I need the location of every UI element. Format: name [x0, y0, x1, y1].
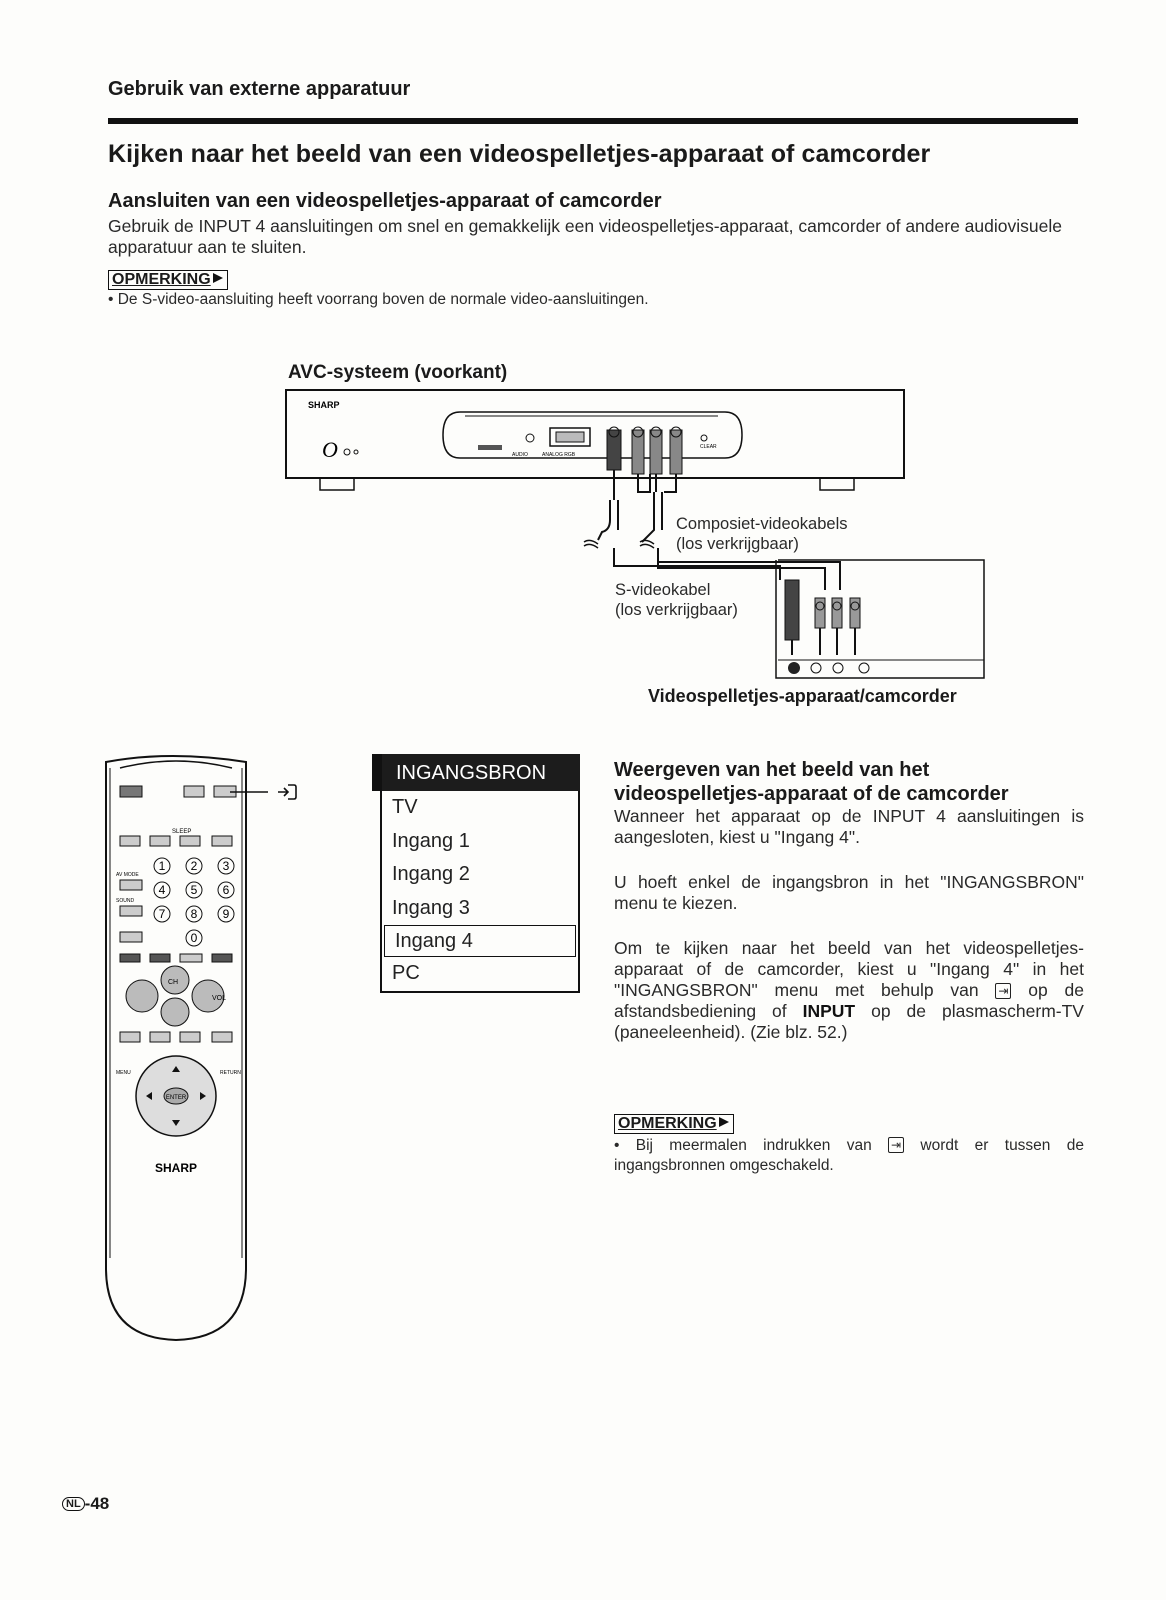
- svg-text:9: 9: [222, 907, 230, 921]
- connect-intro: Gebruik de INPUT 4 aansluitingen om snel en gemakkelijk een videospelletjes-apparaat, camcorder of andere audiovisuele apparatuur aan te sluiten.: [108, 216, 1062, 257]
- svg-text:ENTER: ENTER: [165, 1095, 187, 1101]
- foot-left: [320, 478, 354, 490]
- menu-label: MENU: [116, 1070, 131, 1076]
- language-badge: NL: [62, 1497, 85, 1511]
- connection-diagram: [280, 380, 1000, 690]
- power-indicator-icon: O: [322, 437, 338, 462]
- remote-brand: SHARP: [154, 1161, 198, 1175]
- note-label: [108, 270, 228, 290]
- menu-item-ingang-2[interactable]: Ingang 2: [392, 863, 470, 885]
- svg-text:5: 5: [190, 883, 198, 897]
- page-title: Kijken naar het beeld van een videospelletjes-apparaat of camcorder: [108, 140, 931, 168]
- menu-item-tv[interactable]: TV: [392, 796, 418, 818]
- svg-text:7: 7: [158, 907, 166, 921]
- p3-input-bold: INPUT: [802, 1001, 856, 1021]
- svg-text:0: 0: [190, 931, 198, 945]
- composite-cable-label: [676, 514, 848, 554]
- input-icon: ⇥: [888, 1137, 904, 1153]
- composite-cable-label-line1: Composiet-videokabels: [676, 515, 848, 533]
- menu-item-ingang-3[interactable]: Ingang 3: [392, 896, 470, 919]
- svg-text:1: 1: [158, 859, 166, 873]
- section-header: Gebruik van externe apparatuur: [108, 78, 411, 100]
- avc-brand: SHARP: [308, 400, 340, 410]
- svg-text:VOL: VOL: [212, 995, 227, 1002]
- input-icon: [278, 785, 296, 799]
- jack-icon: [478, 445, 502, 450]
- power-button: [120, 786, 142, 797]
- note-label-2: [614, 1114, 734, 1134]
- svg-text:8: 8: [190, 907, 198, 921]
- remote-control: [100, 748, 330, 1348]
- front-panel-door: [443, 412, 742, 458]
- sound-label: SOUND: [116, 898, 135, 904]
- sleep-label: SLEEP: [172, 829, 192, 835]
- diagram-title: AVC-systeem (voorkant): [288, 362, 508, 383]
- jack-icon: [526, 434, 534, 442]
- svg-text:CH: CH: [168, 979, 179, 986]
- led-icon: [354, 450, 358, 454]
- foot-right: [820, 478, 854, 490]
- display-paragraph-1: Wanneer het apparaat op de INPUT 4 aansluitingen is aangesloten, kiest u "Ingang 4".: [614, 806, 1084, 847]
- return-label: RETURN: [220, 1070, 241, 1076]
- svg-text:2: 2: [190, 859, 198, 873]
- menu-title: INGANGSBRON: [372, 754, 580, 791]
- note-label-text: OPMERKING: [108, 270, 228, 290]
- p3-part-b: op de afstandsbediening of: [614, 980, 1084, 1021]
- device-caption: Videospelletjes-apparaat/camcorder: [648, 686, 957, 706]
- note2-part-b: wordt er tussen de ingangsbronnen omgeschakeld.: [614, 1137, 1084, 1174]
- panel-label: ANALOG RGB: [542, 452, 576, 458]
- avc-system-unit: [286, 390, 904, 490]
- connect-heading: Aansluiten van een videospelletjes-apparaat of camcorder: [108, 190, 662, 212]
- svg-text:4: 4: [158, 883, 166, 897]
- sensor-icon: [344, 449, 350, 455]
- note2-part-a: • Bij meermalen indrukken van: [614, 1137, 872, 1154]
- panel-label: CLEAR: [700, 444, 717, 450]
- note-label-2-text: OPMERKING: [614, 1114, 734, 1134]
- composite-cable-label-line2: (los verkrijgbaar): [676, 535, 799, 553]
- remote-button: [184, 786, 204, 797]
- svg-text:3: 3: [222, 859, 230, 873]
- p3-part-a: Om te kijken naar het beeld van het videospelletjes-apparaat of de camcorder, kiest u "Ingang 4" in het "INGANGSBRON" menu met behulp van: [614, 938, 1084, 1000]
- menu-list: [380, 791, 580, 993]
- display-paragraph-3: [614, 938, 1084, 1043]
- display-paragraph-2: U hoeft enkel de ingangsbron in het "INGANGSBRON" menu te kiezen.: [614, 872, 1084, 913]
- input-source-menu: [372, 754, 580, 993]
- svg-text:6: 6: [222, 883, 230, 897]
- note-text-2: [614, 1136, 1084, 1176]
- game-device-panel: [776, 560, 984, 678]
- page-number-text: -48: [84, 1494, 110, 1513]
- audio-jack-icon: [859, 663, 869, 673]
- avc-plugs: [607, 427, 682, 474]
- video-jack-icon: [811, 663, 821, 673]
- input-icon: ⇥: [995, 983, 1011, 999]
- menu-item-pc[interactable]: PC: [392, 962, 420, 984]
- menu-item-ingang-4[interactable]: Ingang 4: [384, 925, 576, 957]
- ch-down-button: [161, 998, 189, 1026]
- panel-label: AUDIO: [512, 452, 528, 458]
- av-mode-label: AV MODE: [116, 872, 139, 878]
- svideo-jack-icon: [788, 662, 800, 674]
- svideo-cable-label-line1: S-videokabel: [615, 581, 711, 599]
- number-keypad: [154, 858, 234, 946]
- svideo-cable-label-line2: (los verkrijgbaar): [615, 601, 738, 619]
- header-rule: [108, 118, 1078, 124]
- svideo-cable-label: [615, 580, 738, 620]
- audio-jack-icon: [833, 663, 843, 673]
- p3-part-c: op de plasmascherm-TV (paneeleenheid). (Zie blz. 52.): [614, 1001, 1084, 1042]
- note-text: • De S-video-aansluiting heeft voorrang boven de normale video-aansluitingen.: [108, 291, 649, 308]
- vol-minus-button: [126, 980, 158, 1012]
- page-number: [62, 1494, 109, 1514]
- display-heading: Weergeven van het beeld van het videospelletjes-apparaat of de camcorder: [614, 759, 1009, 805]
- menu-item-ingang-1[interactable]: Ingang 1: [392, 829, 470, 852]
